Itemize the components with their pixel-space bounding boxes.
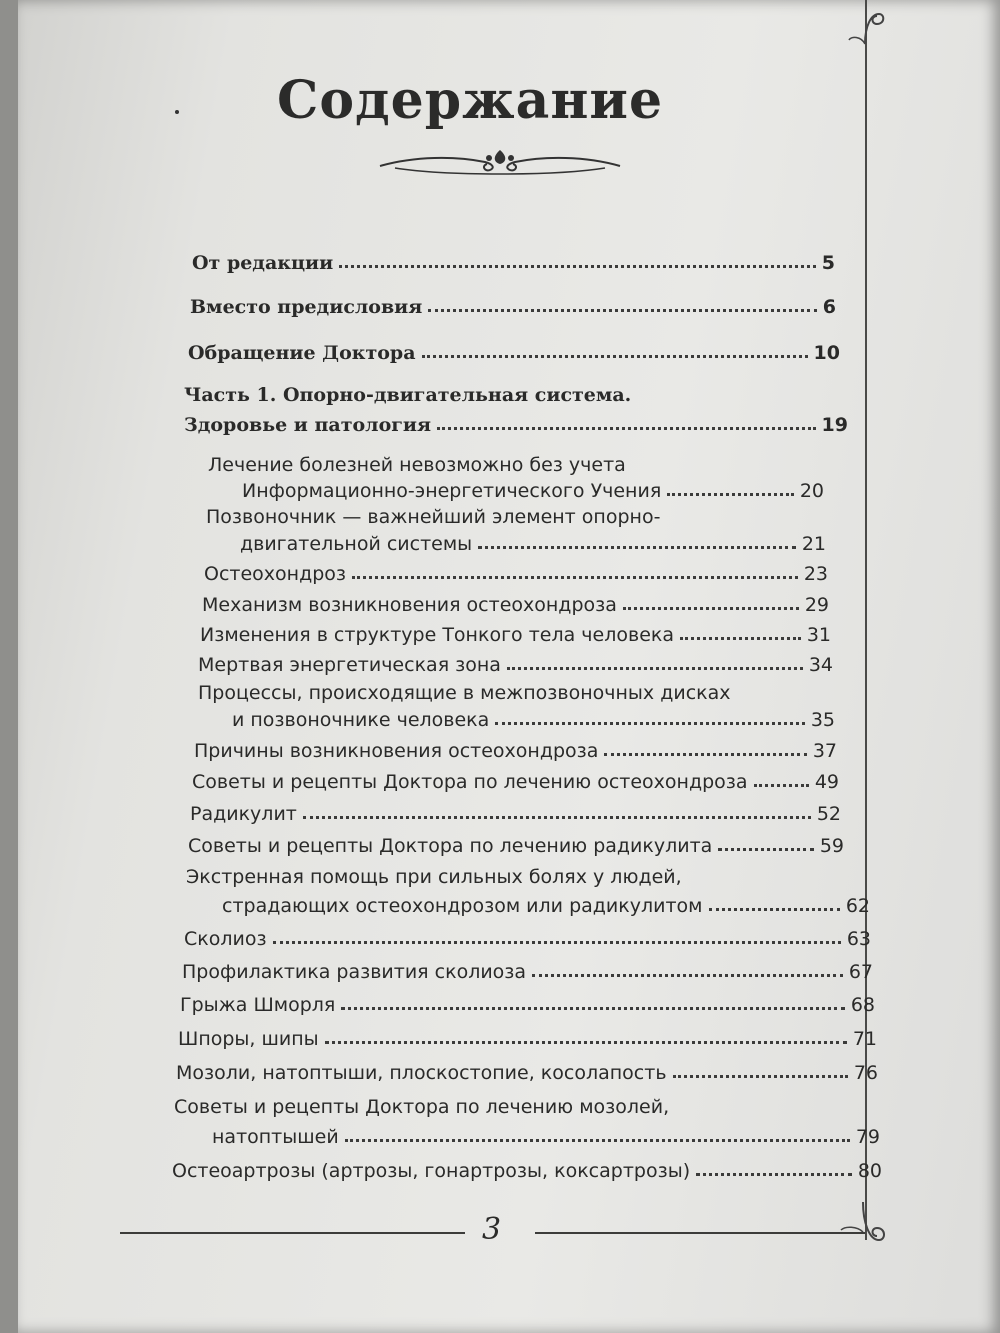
leader-dots bbox=[604, 753, 806, 756]
leader-dots bbox=[428, 309, 816, 312]
toc-entry-label[interactable]: Лечение болезней невозможно без учета bbox=[208, 454, 626, 476]
footer-rule-left bbox=[120, 1232, 465, 1234]
leader-dots bbox=[345, 1139, 850, 1142]
toc-entry[interactable] bbox=[192, 771, 839, 793]
leader-dots bbox=[532, 974, 843, 977]
toc-entry[interactable] bbox=[198, 654, 833, 676]
toc-page-number: 29 bbox=[804, 594, 829, 616]
toc-page-number: 63 bbox=[846, 928, 871, 950]
toc-page-number: 52 bbox=[816, 803, 841, 825]
toc-entry-label: Советы и рецепты Доктора по лечению остеохондроза bbox=[192, 771, 748, 793]
toc-entry-label[interactable]: Советы и рецепты Доктора по лечению мозолей, bbox=[174, 1096, 670, 1118]
page-number: 3 bbox=[482, 1212, 502, 1247]
toc-entry-label: От редакции bbox=[192, 252, 334, 274]
toc-page-number: 20 bbox=[799, 480, 824, 502]
toc-page-number: 79 bbox=[855, 1126, 880, 1148]
toc-entry[interactable] bbox=[190, 296, 836, 318]
toc-page-number: 62 bbox=[845, 895, 870, 917]
toc-entry-label-continued: Здоровье и патология bbox=[184, 414, 432, 436]
toc-page-number: 31 bbox=[806, 624, 831, 646]
toc-entry[interactable] bbox=[232, 709, 835, 731]
toc-page-number: 71 bbox=[852, 1028, 877, 1050]
toc-entry-label-continued: страдающих остеохондрозом или радикулитом bbox=[222, 895, 703, 917]
toc-entry-label: Вместо предисловия bbox=[190, 296, 423, 318]
toc-page-number: 5 bbox=[821, 252, 835, 274]
toc-entry-label[interactable]: Процессы, происходящие в межпозвоночных дисках bbox=[198, 682, 731, 704]
toc-entry-label[interactable]: Позвоночник — важнейший элемент опорно- bbox=[206, 506, 661, 528]
toc-entry[interactable] bbox=[184, 928, 871, 950]
leader-dots bbox=[478, 546, 796, 549]
toc-entry-label: Грыжа Шморля bbox=[180, 994, 336, 1016]
page-title: Содержание bbox=[276, 70, 664, 131]
toc-page-number: 10 bbox=[813, 342, 840, 364]
toc-entry[interactable] bbox=[184, 414, 848, 436]
toc-entry-label-continued: Информационно-энергетического Учения bbox=[242, 480, 662, 502]
toc-entry[interactable] bbox=[172, 1160, 882, 1182]
toc-entry[interactable] bbox=[212, 1126, 880, 1148]
toc-entry[interactable] bbox=[182, 961, 873, 983]
toc-entry[interactable] bbox=[204, 563, 828, 585]
leader-dots bbox=[325, 1041, 847, 1044]
leader-dots bbox=[667, 493, 794, 496]
leader-dots bbox=[495, 722, 805, 725]
leader-dots bbox=[352, 576, 798, 579]
toc-entry-label: Механизм возникновения остеохондроза bbox=[202, 594, 617, 616]
toc-page-number: 67 bbox=[848, 961, 873, 983]
leader-dots bbox=[696, 1173, 852, 1176]
toc-entry-label: Изменения в структуре Тонкого тела человека bbox=[200, 624, 674, 646]
toc-page-number: 68 bbox=[850, 994, 875, 1016]
toc-entry-label: Остеохондроз bbox=[204, 563, 346, 585]
toc-entry-label: Обращение Доктора bbox=[188, 342, 416, 364]
toc-entry[interactable] bbox=[190, 803, 841, 825]
footer-rule-right bbox=[535, 1232, 865, 1234]
toc-page-number: 35 bbox=[810, 709, 835, 731]
toc-entry-label: Радикулит bbox=[190, 803, 297, 825]
leader-dots bbox=[623, 607, 799, 610]
leader-dots bbox=[422, 355, 808, 358]
toc-page-number: 21 bbox=[801, 533, 826, 555]
toc-entry[interactable] bbox=[192, 252, 835, 274]
toc-entry-label[interactable]: Часть 1. Опорно-двигательная система. bbox=[184, 384, 632, 406]
leader-dots bbox=[754, 784, 809, 787]
leader-dots bbox=[680, 637, 801, 640]
toc-entry-label: Советы и рецепты Доктора по лечению радикулита bbox=[188, 835, 713, 857]
leader-dots bbox=[709, 908, 840, 911]
toc-page-number: 34 bbox=[808, 654, 833, 676]
toc-page-number: 23 bbox=[803, 563, 828, 585]
toc-entry[interactable] bbox=[178, 1028, 877, 1050]
toc-page-number: 59 bbox=[819, 835, 844, 857]
leader-dots bbox=[273, 941, 841, 944]
toc-page-number: 80 bbox=[857, 1160, 882, 1182]
leader-dots bbox=[507, 667, 803, 670]
toc-entry-label: Мозоли, натоптыши, плоскостопие, косолапость bbox=[176, 1062, 667, 1084]
toc-entry[interactable] bbox=[194, 740, 837, 762]
toc-entry-label-continued: и позвоночнике человека bbox=[232, 709, 490, 731]
toc-page-number: 76 bbox=[853, 1062, 878, 1084]
toc-entry-label: Причины возникновения остеохондроза bbox=[194, 740, 599, 762]
toc-page-number: 19 bbox=[821, 414, 848, 436]
leader-dots bbox=[718, 848, 814, 851]
leader-dots bbox=[437, 427, 816, 430]
toc-entry-label: Мертвая энергетическая зона bbox=[198, 654, 501, 676]
toc-entry-label-continued: двигательной системы bbox=[240, 533, 473, 555]
leader-dots bbox=[341, 1007, 844, 1010]
toc-page-number: 49 bbox=[814, 771, 839, 793]
toc-entry-label[interactable]: Экстренная помощь при сильных болях у людей, bbox=[186, 866, 682, 888]
toc-entry[interactable] bbox=[222, 895, 870, 917]
leader-dots bbox=[303, 816, 811, 819]
toc-entry[interactable] bbox=[180, 994, 875, 1016]
toc-page-number: 6 bbox=[822, 296, 836, 318]
toc-entry-label: Шпоры, шипы bbox=[178, 1028, 319, 1050]
leader-dots bbox=[339, 265, 816, 268]
toc-entry-label: Остеоартрозы (артрозы, гонартрозы, коксартрозы) bbox=[172, 1160, 691, 1182]
toc-entry[interactable] bbox=[202, 594, 829, 616]
toc-entry[interactable] bbox=[240, 533, 826, 555]
leader-dots bbox=[673, 1075, 848, 1078]
toc-entry[interactable] bbox=[242, 480, 824, 502]
toc-entry-label: Сколиоз bbox=[184, 928, 267, 950]
toc-entry[interactable] bbox=[188, 342, 840, 364]
toc-entry[interactable] bbox=[176, 1062, 878, 1084]
toc-entry[interactable] bbox=[200, 624, 831, 646]
toc-entry-label-continued: натоптышей bbox=[212, 1126, 339, 1148]
toc-page-number: 37 bbox=[812, 740, 837, 762]
toc-entry-label: Профилактика развития сколиоза bbox=[182, 961, 527, 983]
toc-entry[interactable] bbox=[188, 835, 844, 857]
